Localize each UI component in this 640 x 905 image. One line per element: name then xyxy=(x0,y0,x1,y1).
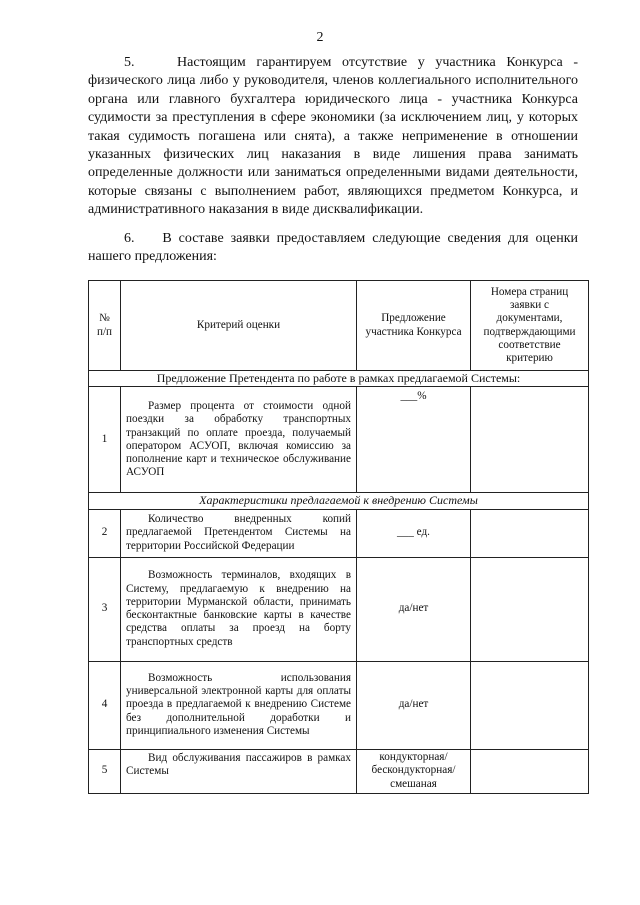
row-offer: да/нет xyxy=(357,557,471,661)
row-num: 1 xyxy=(89,387,121,493)
row-pages xyxy=(471,749,589,793)
row-criterion xyxy=(121,387,357,493)
row-criterion xyxy=(121,749,357,793)
row-offer: да/нет xyxy=(357,661,471,749)
criterion-text: Возможность терминалов, входящих в Систему, предлагаемую к внедрению на территории Мурманской области, принимать бесконтактные банковские карты в качестве средства оплаты за проезд на борту транспортных средств xyxy=(126,569,351,648)
section-row-1 xyxy=(89,371,589,387)
paragraph-5: 5. Настоящим гарантируем отсутствие у участника Конкурса - физического лица либо у руководителя, членов коллегиального исполнительного органа или главного бухгалтера юридического лица - участника Конкурса судимости за преступления в сфере экономики (за исключением лиц, у которых такая судимость погашена или снята), а также неприменение в отношении указанных физических лиц наказания в виде лишения права занимать определенные должности или заниматься определенными видами деятельности, которые связаны с выполнением работ, являющихся предметом Конкурса, и административного наказания в виде дисквалификации. xyxy=(88,55,578,218)
table-row xyxy=(89,557,589,661)
table-row xyxy=(89,387,589,493)
row-num: 4 xyxy=(89,661,121,749)
row-pages xyxy=(471,509,589,557)
header-pages: Номера страниц заявки с документами, подтверждающими соответствие критерию xyxy=(471,281,589,371)
criterion-text: Вид обслуживания пассажиров в рамках Системы xyxy=(126,751,351,777)
row-offer: ___% xyxy=(357,387,471,493)
row-pages xyxy=(471,557,589,661)
criterion-text: Количество внедренных копий предлагаемой Претендентом Системы на территории Российской Федерации xyxy=(126,513,351,552)
header-criterion: Критерий оценки xyxy=(121,281,357,371)
row-criterion xyxy=(121,661,357,749)
evaluation-table xyxy=(88,280,589,794)
criterion-text: Возможность использования универсальной электронной карты для оплаты проезда в предлагаемой к внедрению Системе без дополнительной доработки и принципиального изменения Системы xyxy=(126,671,351,738)
table-row xyxy=(89,749,589,793)
table-row xyxy=(89,509,589,557)
table-header-row xyxy=(89,281,589,371)
criterion-text: Размер процента от стоимости одной поездки за обработку транспортных транзакций по оплате проезда, получаемый оператором АСУОП, включая комиссию за пополнение карт и техническое обслуживание АСУОП xyxy=(126,399,351,479)
row-pages xyxy=(471,661,589,749)
row-num: 2 xyxy=(89,509,121,557)
row-num: 5 xyxy=(89,749,121,793)
row-offer: ___ ед. xyxy=(357,509,471,557)
row-num: 3 xyxy=(89,557,121,661)
page-number: 2 xyxy=(316,30,324,45)
header-offer: Предложение участника Конкурса xyxy=(357,281,471,371)
row-criterion xyxy=(121,557,357,661)
row-criterion xyxy=(121,509,357,557)
header-num: № п/п xyxy=(89,281,121,371)
section-title-2: Характеристики предлагаемой к внедрению Системы xyxy=(89,493,589,509)
paragraph-6: 6. В составе заявки предоставляем следующие сведения для оценки нашего предложения: xyxy=(88,231,578,265)
section-row-2 xyxy=(89,493,589,509)
section-title-1: Предложение Претендента по работе в рамках предлагаемой Системы: xyxy=(89,371,589,387)
row-offer: кондукторная/ бескондукторная/ смешаная xyxy=(357,749,471,793)
row-pages xyxy=(471,387,589,493)
table-row xyxy=(89,661,589,749)
